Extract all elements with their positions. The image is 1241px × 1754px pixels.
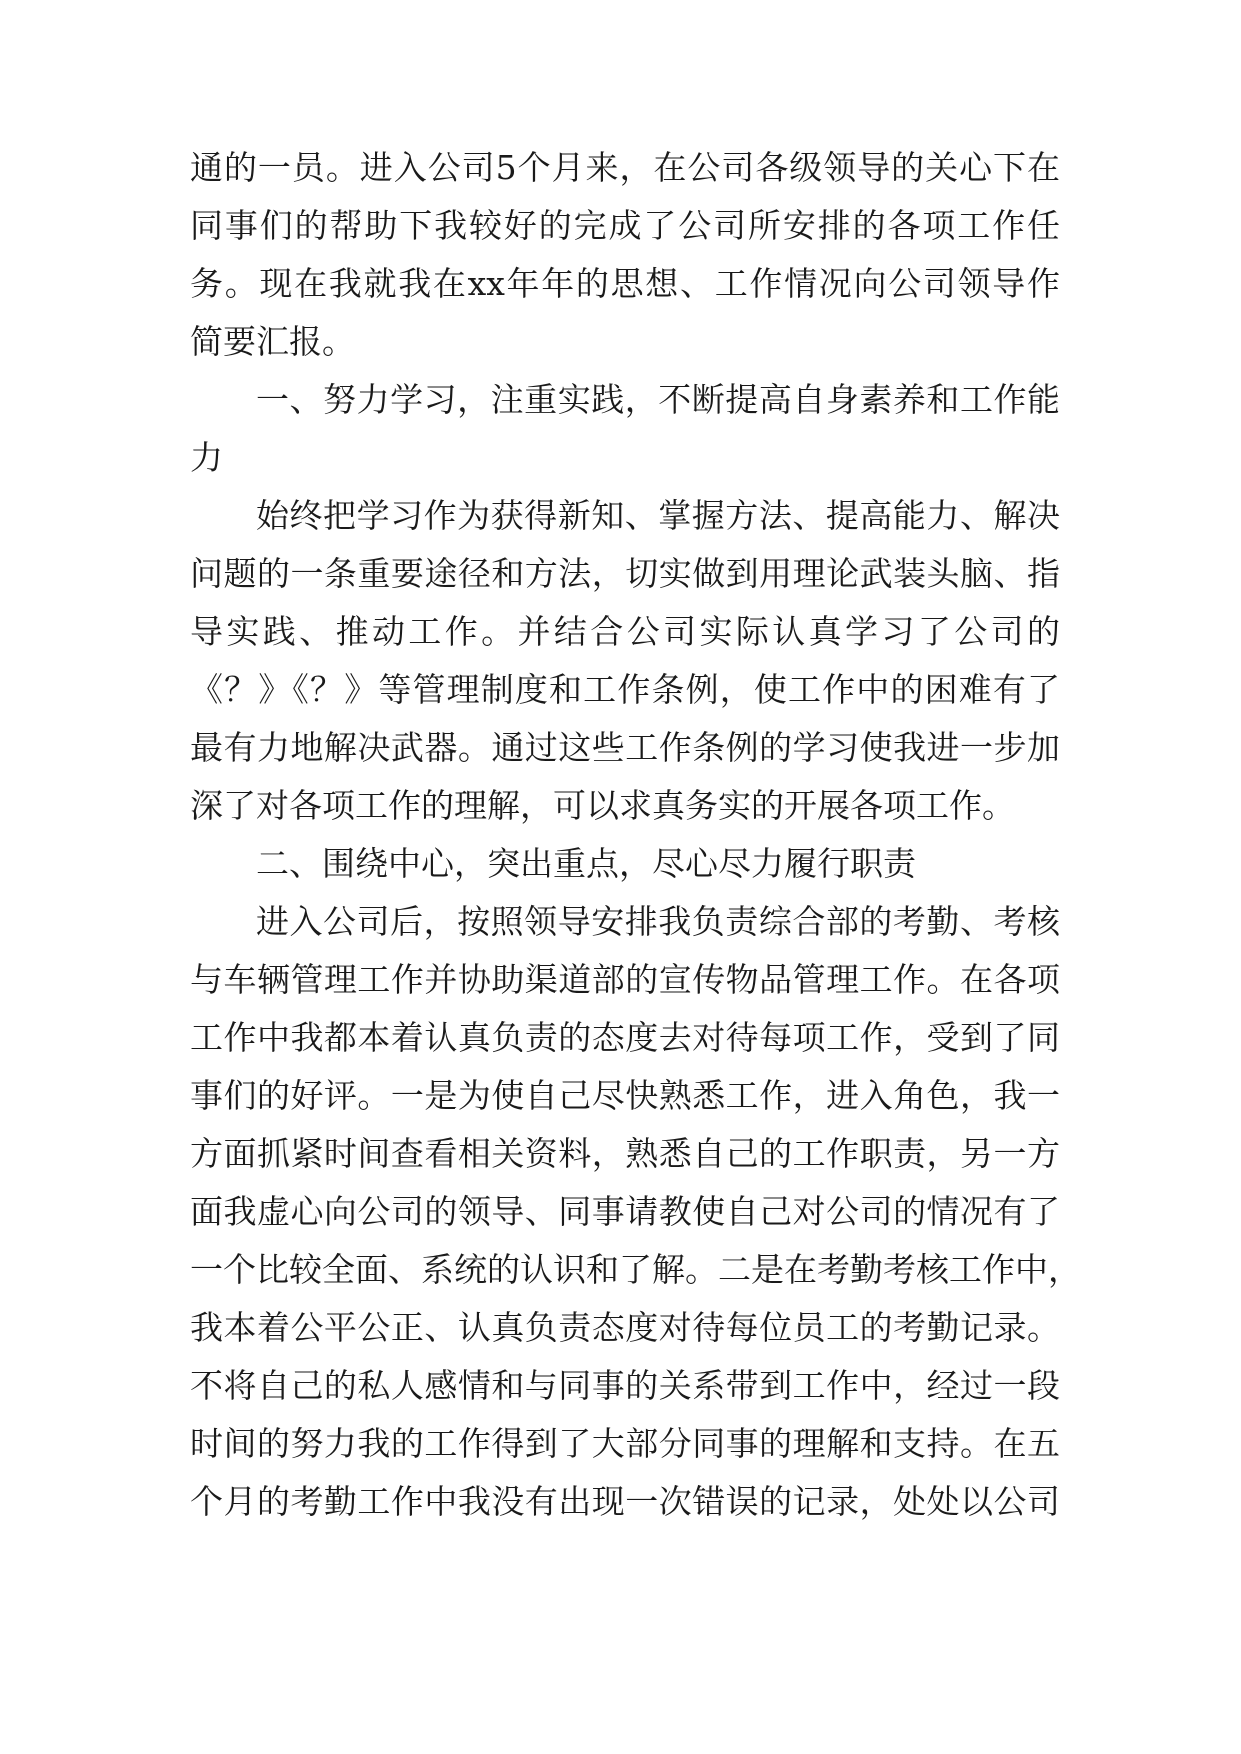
text-line: 深了对各项工作的理解，可以求真务实的开展各项工作。 [190,786,1015,825]
section-heading: 二、围绕中心，突出重点，尽心尽力履行职责 [256,844,916,883]
text-line: 导实践、推动工作。并结合公司实际认真学习了公司的 [190,612,1060,651]
text-line: 与车辆管理工作并协助渠道部的宣传物品管理工作。在各项 [190,960,1060,999]
text-line: 时间的努力我的工作得到了大部分同事的理解和支持。在五 [190,1424,1060,1463]
section-heading: 一、努力学习，注重实践，不断提高自身素养和工作能 [256,380,1060,419]
text-line: 问题的一条重要途径和方法，切实做到用理论武装头脑、指 [190,554,1060,593]
text-line: 同事们的帮助下我较好的完成了公司所安排的各项工作任 [190,206,1060,245]
text-line: 个月的考勤工作中我没有出现一次错误的记录，处处以公司 [190,1482,1060,1521]
text-line: 务。现在我就我在xx年年的思想、工作情况向公司领导作 [190,264,1060,303]
section-heading-continued: 力 [190,438,223,477]
text-line: 面我虚心向公司的领导、同事请教使自己对公司的情况有了 [190,1192,1060,1231]
text-line: 事们的好评。一是为使自己尽快熟悉工作，进入角色，我一 [190,1076,1060,1115]
text-line: 通的一员。进入公司5个月来，在公司各级领导的关心下在 [190,148,1060,187]
text-line: 进入公司后，按照领导安排我负责综合部的考勤、考核 [256,902,1060,941]
text-line: 一个比较全面、系统的认识和了解。二是在考勤考核工作中， [190,1250,1081,1289]
text-line: 简要汇报。 [190,322,355,361]
text-line: 我本着公平公正、认真负责态度对待每位员工的考勤记录。 [190,1308,1060,1347]
text-line: 工作中我都本着认真负责的态度去对待每项工作，受到了同 [190,1018,1060,1057]
text-line: 方面抓紧时间查看相关资料，熟悉自己的工作职责，另一方 [190,1134,1060,1173]
text-line: 《？》《？》等管理制度和工作条例，使工作中的困难有了 [190,670,1060,709]
text-line: 始终把学习作为获得新知、掌握方法、提高能力、解决 [256,496,1060,535]
text-line: 最有力地解决武器。通过这些工作条例的学习使我进一步加 [190,728,1060,767]
text-line: 不将自己的私人感情和与同事的关系带到工作中，经过一段 [190,1366,1060,1405]
